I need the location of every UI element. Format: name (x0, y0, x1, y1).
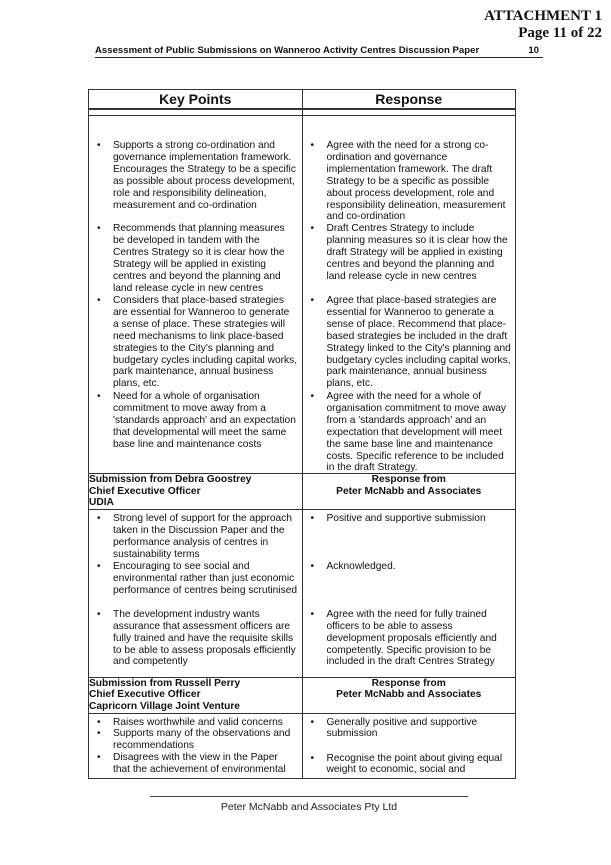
list-item: • Raises worthwhile and valid concerns (89, 717, 298, 729)
section-2-header-row (89, 474, 516, 510)
list-item: • Generally positive and supportive submission (303, 717, 512, 753)
list-item: • Need for a whole of organisation commitment to move away from a 'standards approach' and an expectation that developmental will meet the same base line and maintenance costs (89, 391, 298, 473)
list-item: • Positive and supportive submission (303, 513, 512, 561)
table-header-row (89, 90, 516, 110)
attachment-number: ATTACHMENT 1 (484, 8, 602, 24)
list-item: • Disagrees with the view in the Paper that the achievement of environmental (89, 752, 298, 776)
attachment-label (484, 8, 602, 42)
key-points-header: Key Points (89, 90, 303, 110)
submitter-title: Chief Executive Officer (89, 485, 201, 497)
responder-label: Response from (371, 474, 446, 485)
section-1-key-points (89, 116, 303, 474)
section-3-header-row (89, 677, 516, 713)
submissions-table (88, 89, 516, 779)
list-item: • Strong level of support for the approach taken in the Discussion Paper and the performance analysis of centres in sustainability terms (89, 513, 298, 561)
section-2-responses (302, 509, 516, 677)
responder-block (302, 474, 516, 510)
list-item: • Agree with the need for fully trained officers to be able to assess development proposals efficiently and competently. Specific provision to be included in the draft Centres Strategy (303, 609, 512, 669)
submitter-org: Capricorn Village Joint Venture (89, 700, 240, 712)
document-page-number: 10 (528, 45, 539, 56)
responder-block (302, 677, 516, 713)
list-item: • The development industry wants assurance that assessment officers are fully trained and have the requisite skills to be able to assess proposals efficiently and competently (89, 609, 298, 669)
document-title (95, 45, 543, 58)
list-item: • Supports many of the observations and recommendations (89, 728, 298, 752)
responder-label: Response from (371, 677, 446, 689)
section-2-key-points (89, 509, 303, 677)
list-item: • Recognise the point about giving equal weight to economic, social and (303, 753, 512, 777)
section-3-responses (302, 713, 516, 779)
list-item: • Agree that place-based strategies are essential for Wanneroo to generate a sense of place. Recommend that place-based strategies be included in the draft Strategy linked to the City's planning and budgetary cycles including capital works, park maintenance, annual business plans, etc. (303, 295, 512, 391)
list-item: • Considers that place-based strategies are essential for Wanneroo to generate a sense of place. These strategies will need mechanisms to link place-based strategies to the City's planning and budgetary cycles including capital works, park maintenance, annual business plans, etc. (89, 295, 298, 391)
list-item: • Encouraging to see social and environmental rather than just economic performance of centres being scrutinised (89, 561, 298, 609)
submitter-title: Chief Executive Officer (89, 689, 201, 701)
submitter-name: Submission from Russell Perry (89, 677, 241, 689)
footer-divider (150, 796, 468, 797)
section-1-responses (302, 116, 516, 474)
response-header: Response (302, 90, 516, 110)
list-item: • Agree with the need for a strong co-ordination and governance implementation framework. The draft Strategy to be a specific as possible about process development, role and responsibility delineation, measurement and co-ordination (303, 140, 512, 223)
responder-name: Peter McNabb and Associates (336, 485, 482, 497)
submitter-name: Submission from Debra Goostrey (89, 474, 252, 485)
list-item: • Recommends that planning measures be developed in tandem with the Centres Strategy so it is clear how the Strategy will be applied in existing centres and beyond the planning and land release cycle in new centres (89, 223, 298, 295)
list-item: • Draft Centres Strategy to include planning measures so it is clear how the draft Strategy will be applied in existing centres and beyond the planning and land release cycle in new centres (303, 223, 512, 295)
document-title-text: Assessment of Public Submissions on Wanneroo Activity Centres Discussion Paper (95, 45, 480, 56)
page-footer: Peter McNabb and Associates Pty Ltd (220, 801, 398, 813)
list-item: • Supports a strong co-ordination and governance implementation framework. Encourages the Strategy to be a specific as possible about process development, role and responsibility delineation, measurement and co-ordination (89, 140, 298, 223)
submitter-block (89, 677, 303, 713)
section-2-row (89, 509, 516, 677)
list-item: • Acknowledged. (303, 561, 512, 609)
submitter-block (89, 474, 303, 510)
section-3-key-points (89, 713, 303, 779)
section-3-row (89, 713, 516, 779)
section-1-row (89, 116, 516, 474)
page-count: Page 11 of 22 (518, 25, 602, 41)
responder-name: Peter McNabb and Associates (336, 689, 482, 701)
submitter-org: UDIA (89, 497, 114, 509)
list-item: • Agree with the need for a whole of organisation commitment to move away from a 'standards approach' and an expectation that development will meet the same base line and maintenance costs. Specific reference to be included in the draft Strategy. (303, 391, 512, 473)
